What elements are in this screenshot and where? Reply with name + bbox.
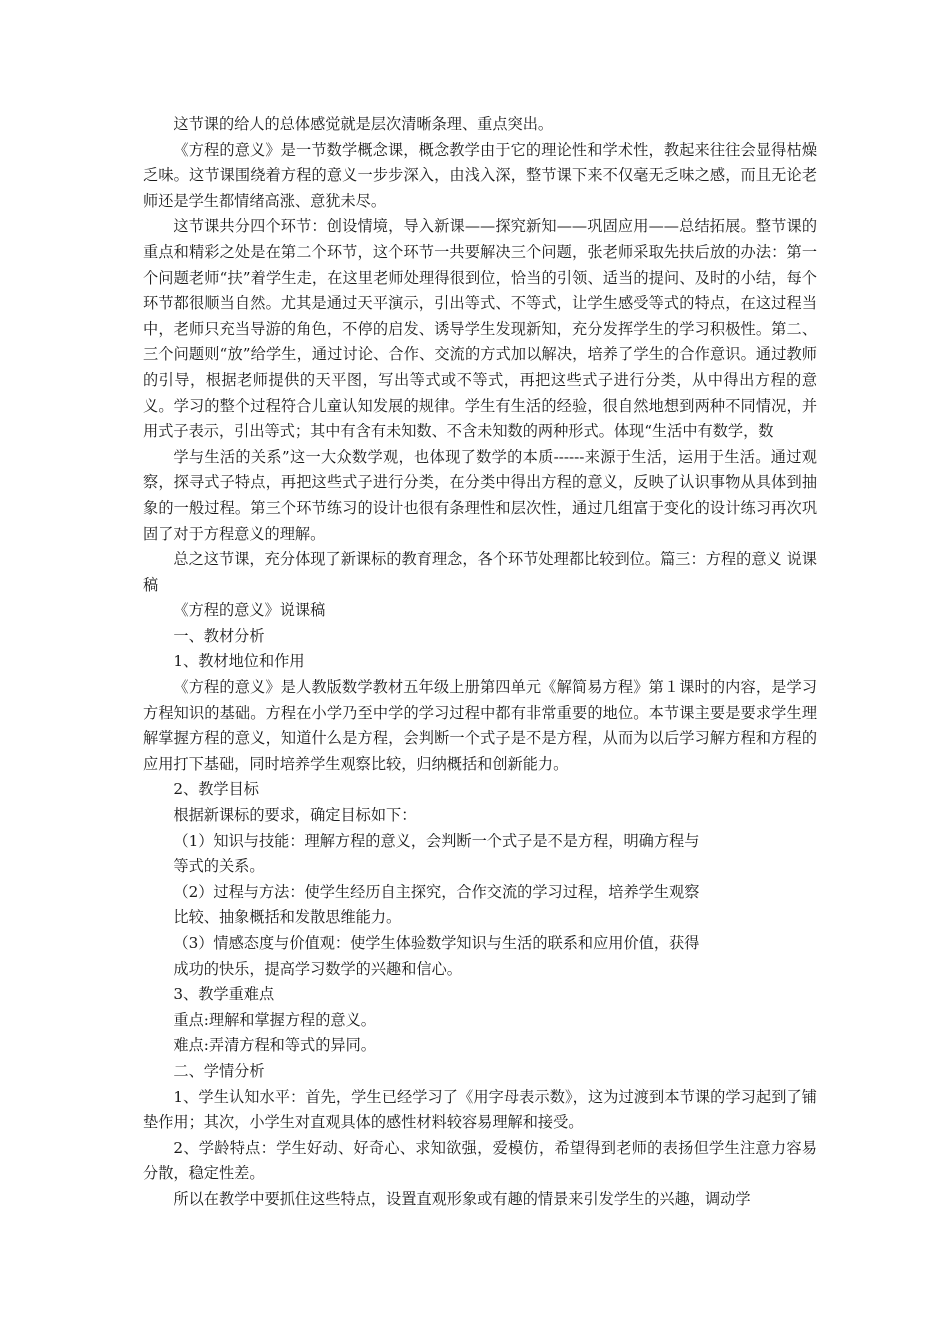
paragraph: 所以在教学中要抓住这些特点，设置直观形象或有趣的情景来引发学生的兴趣，调动学 bbox=[173, 1189, 751, 1208]
difficult-point: 难点:弄清方程和等式的异同。 bbox=[173, 1036, 376, 1055]
subsection-heading: 1、教材地位和作用 bbox=[173, 652, 305, 671]
objective-item-continuation: 成功的快乐，提高学习数学的兴趣和信心。 bbox=[173, 959, 462, 978]
document-page bbox=[143, 112, 817, 1213]
paragraph: 这节课的给人的总体感觉就是层次清晰条理、重点突出。 bbox=[173, 115, 554, 133]
objective-item: （2）过程与方法：使学生经历自主探究，合作交流的学习过程，培养学生观察 bbox=[173, 882, 700, 901]
paragraph: 2、学龄特点：学生好动、好奇心、求知欲强，爱模仿，希望得到老师的表扬但学生注意力容易分散，稳定性差。 bbox=[143, 1138, 817, 1183]
paragraph: 学与生活的关系”这一大众数学观，也体现了数学的本质------来源于生活，运用于生活。通过观察，探寻式子特点，再把这些式子进行分类，在分类中得出方程的意义，反映了认识事物从具体到抽象的一般过程。第三个环节练习的设计也很有条理性和层次性，通过几组富于变化的设计练习再次巩固了对于方程意义的理解。 bbox=[143, 447, 817, 543]
section-heading: 一、教材分析 bbox=[173, 626, 265, 645]
paragraph: 总之这节课，充分体现了新课标的教育理念，各个环节处理都比较到位。篇三：方程的意义 说课稿 bbox=[143, 550, 817, 594]
paragraph: 根据新课标的要求，确定目标如下： bbox=[173, 806, 417, 825]
key-point: 重点:理解和掌握方程的意义。 bbox=[173, 1010, 376, 1029]
section-heading: 二、学情分析 bbox=[173, 1061, 265, 1080]
objective-item-continuation: 等式的关系。 bbox=[173, 857, 265, 876]
paragraph: 《方程的意义》是人教版数学教材五年级上册第四单元《解简易方程》第１课时的内容，是学习方程知识的基础。方程在小学乃至中学的学习过程中都有非常重要的地位。本节课主要是要求学生理解掌握方程的意义，知道什么是方程，会判断一个式子是不是方程，从而为以后学习解方程和方程的应用打下基础，同时培养学生观察比较，归纳概括和创新能力。 bbox=[143, 678, 817, 773]
subsection-heading: 3、教学重难点 bbox=[173, 985, 275, 1004]
objective-item-continuation: 比较、抽象概括和发散思维能力。 bbox=[173, 908, 402, 927]
paragraph: 这节课共分四个环节：创设情境，导入新课——探究新知——巩固应用——总结拓展。整节课的重点和精彩之处是在第二个环节，这个环节一共要解决三个问题，张老师采取先扶后放的办法：第一个问题老师“扶”着学生走，在这里老师处理得很到位，恰当的引领、适当的提问、及时的小结，每个环节都很顺当自然。尤其是通过天平演示，引出等式、不等式，让学生感受等式的特点，在这过程当中，老师只充当导游的角色，不停的启发、诱导学生发现新知，充分发挥学生的学习积极性。第二、三个问题则“放”给学生，通过讨论、合作、交流的方式加以解决，培养了学生的合作意识。通过教师的引导，根据老师提供的天平图，写出等式或不等式，再把这些式子进行分类，从中得出方程的意义。学习的整个过程符合儿童认知发展的规律。学生有生活的经验，很自然地想到两种不同情况，并用式子表示，引出等式；其中有含有未知数、不含未知数的两种形式。体现“生活中有数学，数 bbox=[143, 217, 817, 441]
paragraph: 《方程的意义》是一节数学概念课，概念教学由于它的理论性和学术性，教起来往往会显得枯燥乏味。这节课围绕着方程的意义一步步深入，由浅入深，整节课下来不仅毫无乏味之感，而且无论老师还是学生都情绪高涨、意犹未尽。 bbox=[143, 140, 817, 210]
paragraph: 1、学生认知水平：首先，学生已经学习了《用字母表示数》，这为过渡到本节课的学习起到了铺垫作用；其次，小学生对直观具体的感性材料较容易理解和接受。 bbox=[143, 1087, 817, 1132]
objective-item: （3）情感态度与价值观：使学生体验数学知识与生活的联系和应用价值，获得 bbox=[173, 934, 700, 952]
objective-item: （1）知识与技能：理解方程的意义，会判断一个式子是不是方程，明确方程与 bbox=[173, 831, 700, 850]
subsection-heading: 2、教学目标 bbox=[173, 780, 259, 799]
document-title: 《方程的意义》说课稿 bbox=[173, 601, 326, 620]
